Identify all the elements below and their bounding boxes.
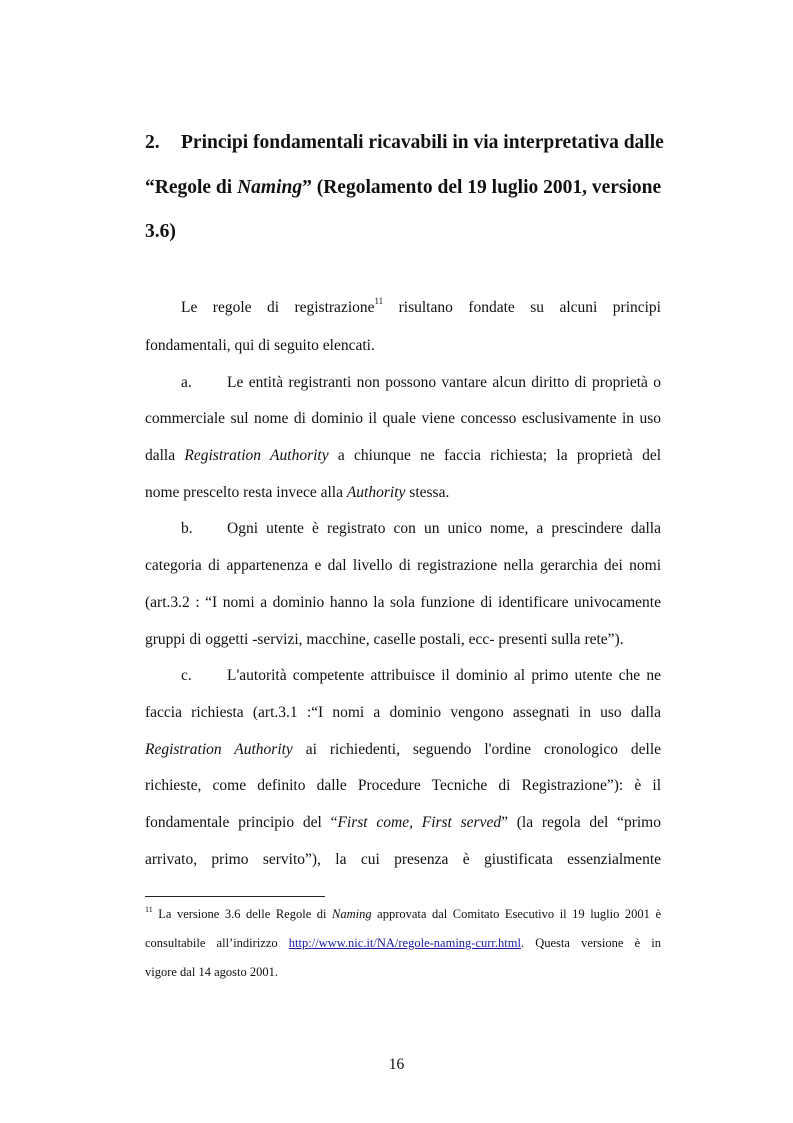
footnote-ref[interactable]: 11 [374,296,384,306]
item-c-text-3b: ai richiedenti, seguendo l'ordine cronologico delle [292,741,662,758]
section-heading-line-3: 3.6) [145,221,176,242]
item-a-text-3c: a chiunque ne faccia richiesta; la proprietà del [328,447,662,464]
item-b-label: b. [181,520,193,537]
item-a-text-1: Le entità registranti non possono vantare alcun diritto di proprietà o [227,374,661,391]
item-b-line-2: categoria di appartenenza e dal livello di registrazione nella gerarchia dei nomi [145,557,661,574]
item-c-text-5a: fondamentale principio del “ [145,814,338,831]
intro-line-1 [181,298,661,318]
footnote-text-1a: La versione 3.6 delle Regole di [152,907,333,921]
footnote-line-3: vigore dal 14 agosto 2001. [145,965,278,979]
item-c-text-5c: ” (la regola del “primo [501,814,661,831]
intro-text-b: risultano fondate su alcuni principi [383,299,661,316]
intro-text-a: Le regole di registrazione [181,299,375,316]
item-c-line-2: faccia richiesta (art.3.1 :“I nomi a dominio vengono assegnati in uso dalla [145,704,661,721]
section-heading-line-1 [145,132,664,154]
item-a-text-3b: Registration Authority [184,447,329,464]
item-a-text-3a: dalla [145,447,185,464]
item-c-label: c. [181,667,192,684]
item-a-line-1 [181,373,661,393]
item-a-line-2: commerciale sul nome di dominio il quale viene concesso esclusivamente in uso [145,410,661,427]
item-c-text-1: L'autorità competente attribuisce il dominio al primo utente che ne [227,667,661,684]
item-c-text-5b: First come, First served [337,814,502,831]
item-b-line-4: gruppi di oggetti -servizi, macchine, caselle postali, ecc- presenti sulla rete”). [145,631,624,648]
footnote-separator [145,896,325,897]
item-c-line-5 [145,813,661,833]
footnote-text-1c: approvata dal Comitato Esecutivo il 19 luglio 2001 è [371,907,661,921]
footnote-number: 11 [145,905,153,914]
footnote-text-2a: consultabile all’indirizzo [145,936,289,950]
footnote-line-1 [145,905,661,923]
item-a-text-4c: stessa. [405,484,450,501]
item-a-text-4a: nome prescelto resta invece alla [145,484,347,501]
heading-text-2a: “Regole di [145,177,238,198]
item-a-line-4 [145,483,661,503]
item-c-line-3 [145,740,661,760]
item-c-text-3a: Registration Authority [145,741,293,758]
item-a-line-3 [145,446,661,466]
page-number: 16 [388,1056,405,1073]
footnote-text-2b: . Questa versione è in [520,936,662,950]
footnote-line-2 [145,934,661,952]
intro-line-2: fondamentali, qui di seguito elencati. [145,337,375,354]
item-c-line-1 [181,666,661,686]
item-b-line-3: (art.3.2 : “I nomi a dominio hanno la sola funzione di identificare univocamente [145,594,661,611]
footnote-text-1b: Naming [332,907,372,921]
item-a-text-4b: Authority [346,484,406,501]
footnote-url-link[interactable]: http://www.nic.it/NA/regole-naming-curr.html [288,936,521,950]
section-heading-line-2 [145,177,661,199]
heading-text-2c: ” (Regolamento del 19 luglio 2001, versione [302,177,662,198]
heading-text-2b: Naming [237,177,303,198]
item-c-line-6: arrivato, primo servito”), la cui presenza è giustificata essenzialmente [145,851,661,868]
item-c-line-4: richieste, come definito dalle Procedure Tecniche di Registrazione”): è il [145,777,661,794]
item-a-label: a. [181,374,192,391]
item-b-line-1 [181,519,661,539]
section-number: 2. [145,132,160,153]
item-b-text-1: Ogni utente è registrato con un unico nome, a prescindere dalla [227,520,661,537]
heading-text-1: Principi fondamentali ricavabili in via interpretativa dalle [181,132,664,153]
